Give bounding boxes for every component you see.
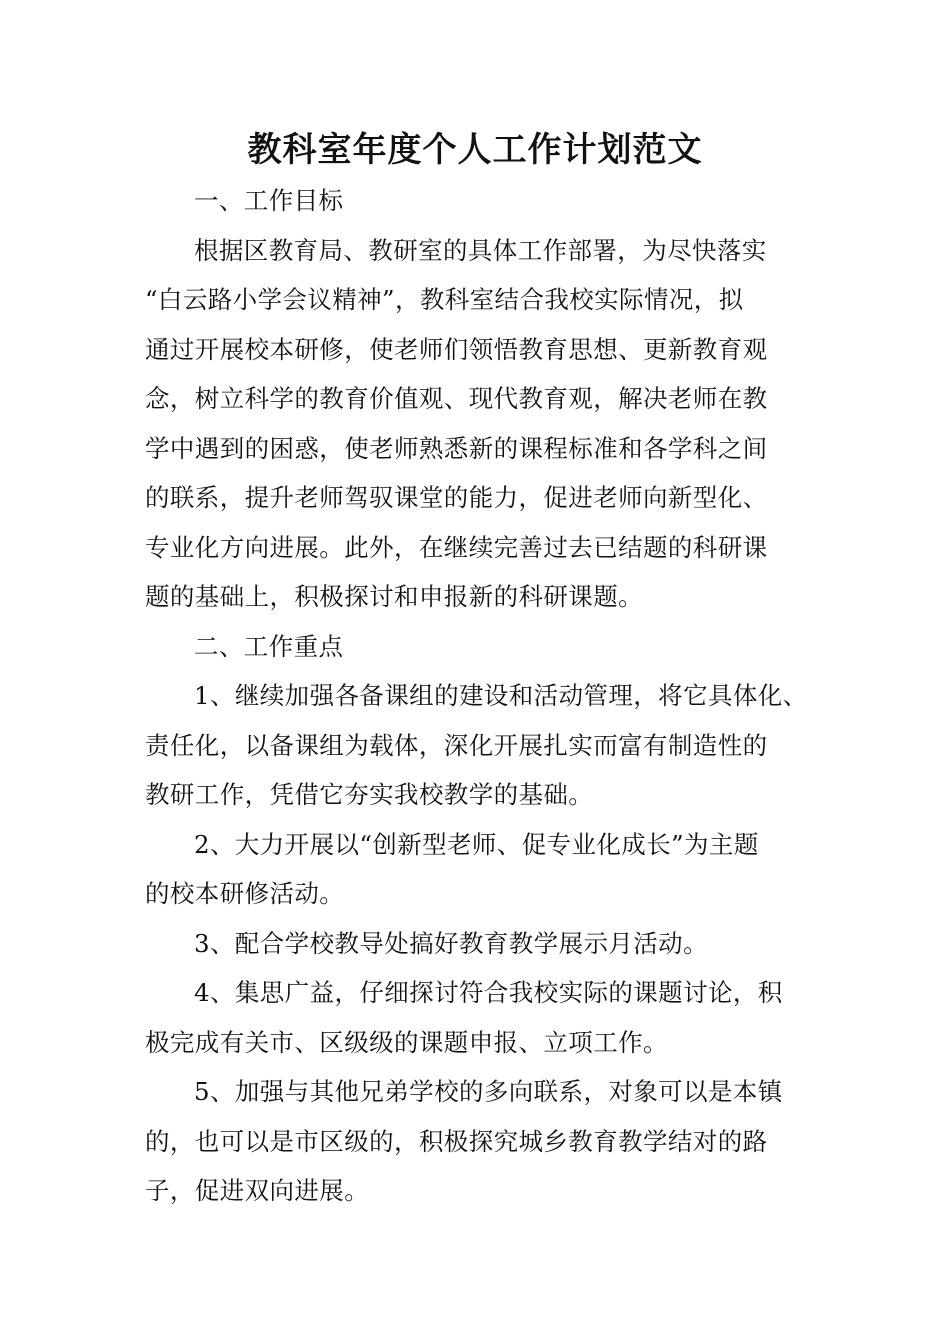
text-line: 专业化方向进展。此外，在继续完善过去已结题的科研课 [145,532,768,562]
text-line: 的联系，提升老师驾驭课堂的能力，促进老师向新型化、 [145,483,768,512]
text-line: 的校本研修活动。 [145,879,345,908]
text-line: 教研工作，凭借它夯实我校教学的基础。 [145,780,594,809]
paragraph-item-4 [145,968,835,1067]
text-line: 极完成有关市、区级级的课题申报、立项工作。 [145,1027,668,1057]
paragraph-item-2 [145,820,835,919]
text-line: “白云路小学会议精神”，教科室结合我校实际情况，拟 [145,285,744,314]
text-line: 的，也可以是市区级的，积极探究城乡教育教学结对的路 [145,1126,768,1156]
text-line: 念，树立科学的教育价值观、现代教育观，解决老师在教 [145,384,768,413]
text-line: 通过开展校本研修，使老师们领悟教育思想、更新教育观 [145,334,768,364]
document-title: 教科室年度个人工作计划范文 [247,130,703,170]
text-line: 5、加强与其他兄弟学校的多向联系，对象可以是本镇 [194,1077,783,1106]
section-heading-goals: 一、工作目标 [194,186,344,215]
text-line: 学中遇到的困惑，使老师熟悉新的课程标准和各学科之间 [145,433,768,463]
paragraph-item-3 [145,919,835,969]
paragraph-goals [145,226,835,622]
text-line: 责任化，以备课组为载体，深化开展扎实而富有制造性的 [145,730,768,760]
text-line: 3、配合学校教导处搞好教育教学展示月活动。 [194,928,708,958]
text-line: 根据区教育局、教研室的具体工作部署，为尽快落实 [194,235,767,265]
paragraph-item-5 [145,1067,835,1216]
text-line: 2、大力开展以“创新型老师、促专业化成长”为主题 [194,829,759,859]
text-line: 1、继续加强各备课组的建设和活动管理，将它具体化、 [194,681,808,710]
document-body [145,176,835,1216]
paragraph-item-1 [145,671,835,820]
text-line: 题的基础上，积极探讨和申报新的科研课题。 [145,582,643,611]
text-line: 子，促进双向进展。 [145,1176,370,1205]
section-heading-focus: 二、工作重点 [194,631,344,661]
text-line: 4、集思广益，仔细探讨符合我校实际的课题讨论，积 [194,978,783,1007]
